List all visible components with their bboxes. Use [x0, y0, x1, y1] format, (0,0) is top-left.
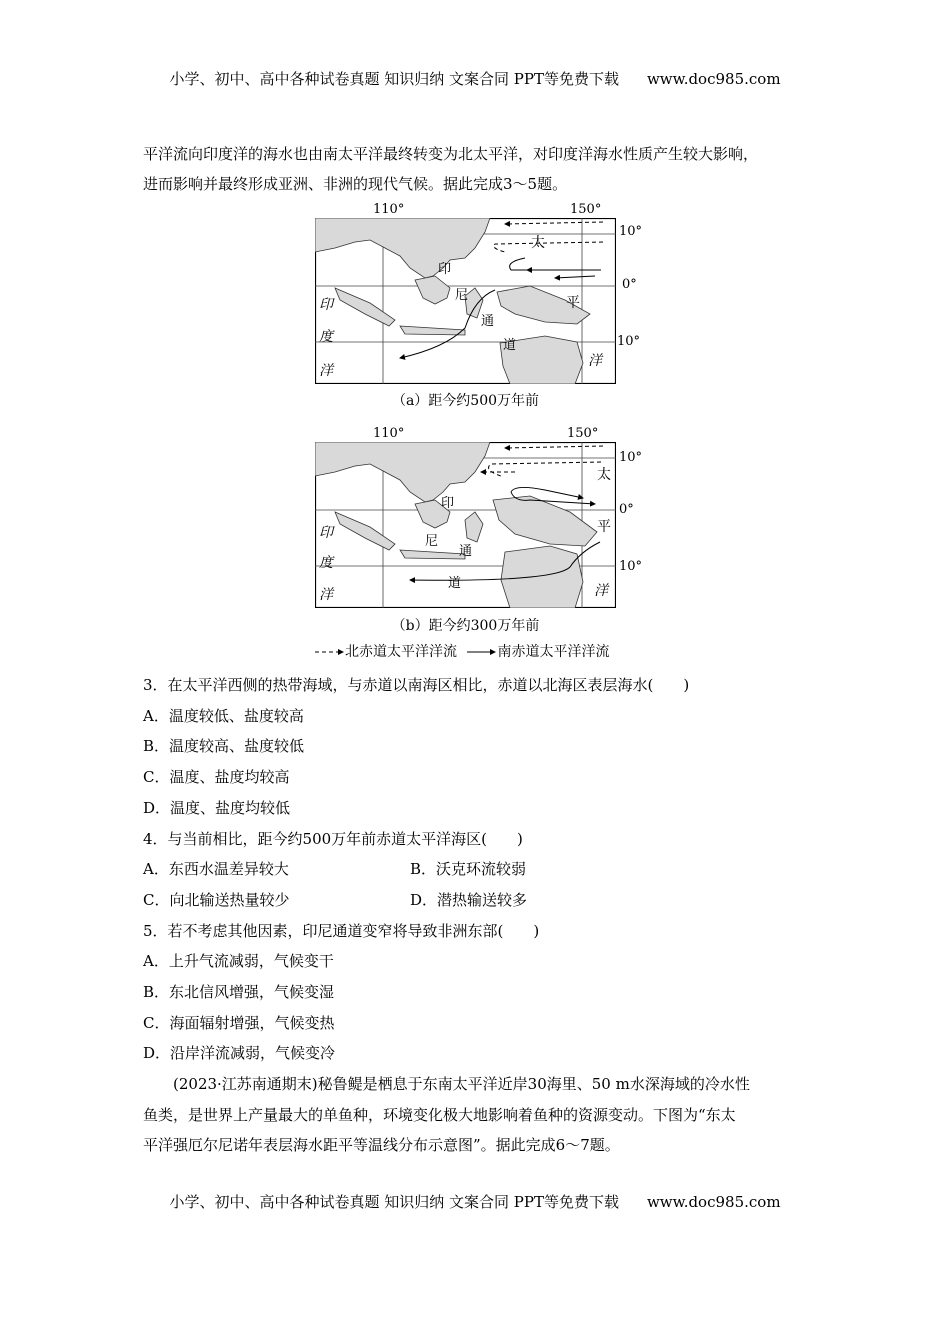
map-a-lat-s10: 10° — [617, 334, 641, 349]
q4-option-b[interactable]: B．沃克环流较弱 — [410, 860, 527, 878]
q5-option-a[interactable]: A．上升气流减弱，气候变干 — [143, 952, 334, 970]
map-a-label-yang: 洋 — [588, 353, 602, 369]
map-a-label-ni: 尼 — [455, 288, 469, 303]
map-a-label-indian-du: 度 — [319, 329, 333, 345]
q5-option-b[interactable]: B．东北信风增强，气候变湿 — [143, 983, 335, 1001]
map-b-label-tong: 通 — [459, 544, 473, 559]
page-footer — [0, 1191, 950, 1212]
passage2-line-3: 平洋强厄尔尼诺年表层海水距平等温线分布示意图”。据此完成6～7题。 — [143, 1136, 620, 1154]
map-b-label-tai: 太 — [597, 467, 611, 483]
q4-stem: 4．与当前相比，距今约500万年前赤道太平洋海区( ) — [143, 830, 523, 848]
q3-stem: 3．在太平洋西侧的热带海域，与赤道以南海区相比，赤道以北海区表层海水( ) — [143, 676, 690, 694]
map-legend — [315, 641, 635, 661]
q3-option-d[interactable]: D．温度、盐度均较低 — [143, 799, 291, 817]
footer-text: 小学、初中、高中各种试卷真题 知识归纳 文案合同 PPT等免费下载 — [169, 1193, 619, 1211]
map-b-caption: （b）距今约300万年前 — [391, 618, 540, 634]
map-a-label-tai: 太 — [531, 235, 545, 251]
q5-stem: 5．若不考虑其他因素，印尼通道变窄将导致非洲东部( ) — [143, 922, 540, 940]
q4-option-c[interactable]: C．向北输送热量较少 — [143, 891, 290, 909]
map-a-label-indian-yin: 印 — [319, 297, 333, 313]
legend-south-label: 南赤道太平洋洋流 — [497, 644, 610, 660]
q4-option-d[interactable]: D．潜热输送较多 — [410, 891, 528, 909]
q3-option-a[interactable]: A．温度较低、盐度较高 — [143, 707, 304, 725]
map-a-label-tong: 通 — [481, 314, 495, 329]
map-b-label-indian-yin: 印 — [319, 525, 333, 541]
q5-option-c[interactable]: C．海面辐射增强，气候变热 — [143, 1014, 335, 1032]
page-header — [0, 68, 950, 89]
solid-arrow-icon — [467, 647, 497, 657]
passage2-line-1: (2023·江苏南通期末)秘鲁鳀是栖息于东南太平洋近岸30海里、50 m水深海域的冷水性 — [173, 1075, 750, 1093]
map-a-caption: （a）距今约500万年前 — [391, 393, 540, 409]
map-b-lon-110: 110° — [373, 426, 405, 441]
header-site-link[interactable]: www.doc985.com — [646, 70, 781, 88]
map-a-lon-150: 150° — [570, 202, 602, 217]
map-a-lat-n10: 10° — [619, 224, 643, 239]
footer-site-link[interactable]: www.doc985.com — [646, 1193, 781, 1211]
q4-option-a[interactable]: A．东西水温差异较大 — [143, 860, 289, 878]
q3-option-c[interactable]: C．温度、盐度均较高 — [143, 768, 290, 786]
header-text: 小学、初中、高中各种试卷真题 知识归纳 文案合同 PPT等免费下载 — [169, 70, 619, 88]
map-b-label-ping: 平 — [597, 519, 611, 535]
map-b-lat-0: 0° — [619, 502, 634, 517]
map-a-label-dao: 道 — [503, 338, 517, 353]
map-a-label-yin: 印 — [438, 262, 452, 277]
passage2-line-2: 鱼类，是世界上产量最大的单鱼种，环境变化极大地影响着鱼种的资源变动。下图为“东太 — [143, 1106, 736, 1124]
map-a-label-ping: 平 — [566, 295, 580, 311]
map-b-label-ni: 尼 — [425, 534, 439, 549]
map-a-lon-110: 110° — [373, 202, 405, 217]
map-a-label-indian-yang: 洋 — [319, 363, 333, 379]
map-a — [315, 218, 616, 384]
legend-north-label: 北赤道太平洋洋流 — [345, 644, 457, 660]
map-b-figure — [315, 442, 616, 608]
map-b-lon-150: 150° — [567, 426, 599, 441]
q3-option-b[interactable]: B．温度较高、盐度较低 — [143, 737, 305, 755]
map-b-label-dao: 道 — [448, 576, 462, 591]
map-b-label-indian-yang: 洋 — [319, 587, 333, 603]
map-b — [315, 442, 616, 608]
map-a-lat-0: 0° — [622, 277, 637, 292]
intro-line-2: 进而影响并最终形成亚洲、非洲的现代气候。据此完成3～5题。 — [143, 175, 568, 193]
map-b-lat-n10: 10° — [619, 450, 643, 465]
intro-line-1: 平洋流向印度洋的海水也由南太平洋最终转变为北太平洋，对印度洋海水性质产生较大影响， — [143, 145, 759, 163]
q5-option-d[interactable]: D．沿岸洋流减弱，气候变冷 — [143, 1044, 336, 1062]
map-b-label-yang: 洋 — [594, 583, 608, 599]
map-b-label-yin: 印 — [441, 496, 455, 511]
map-b-label-indian-du: 度 — [319, 555, 333, 571]
dashed-arrow-icon — [315, 647, 345, 657]
map-b-lat-s10: 10° — [619, 559, 643, 574]
